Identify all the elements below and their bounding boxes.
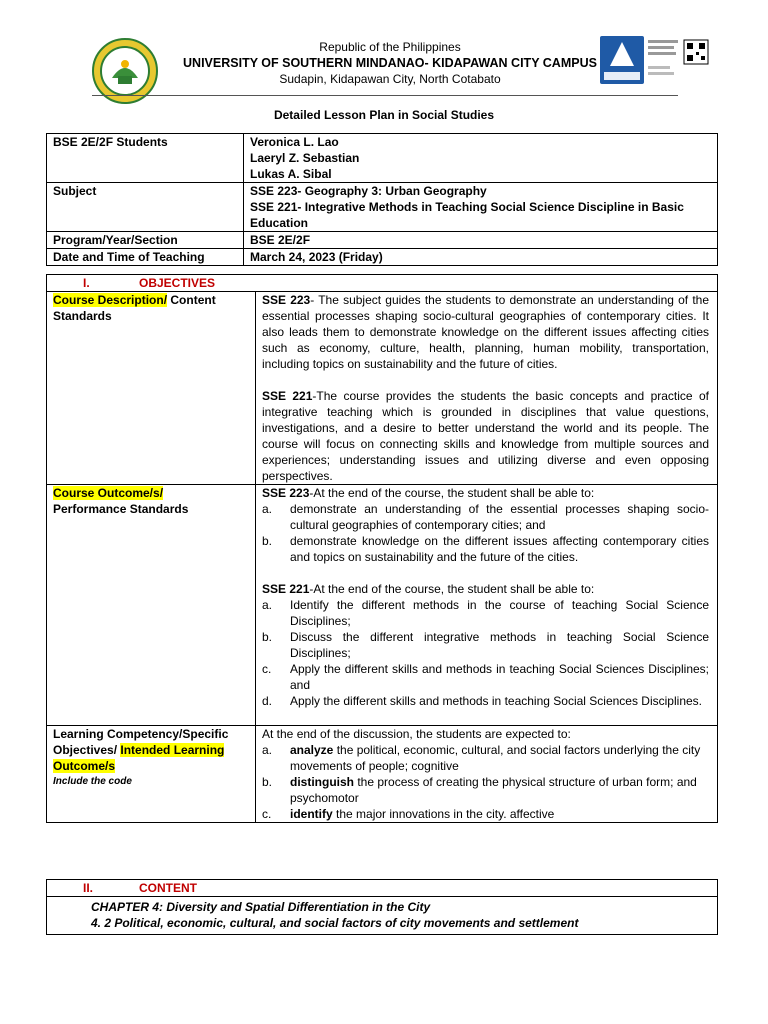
list-item: b. Discuss the different integrative methods in teaching Social Science Disciplines; [262,630,709,660]
subject-label: Subject [47,183,244,232]
outcome-intro: -At the end of the course, the student shall be able to: [309,582,595,596]
table-row [47,232,718,249]
label-subnote: Include the code [53,776,132,787]
student-name: Laeryl Z. Sebastian [250,151,360,165]
objectives-table [46,274,718,823]
table-row [47,249,718,266]
table-row [47,726,718,823]
label-text: Performance Standards [53,502,189,516]
course-code: SSE 223 [262,293,311,307]
course-code: SSE 221 [262,389,313,403]
subject-item: SSE 221- Integrative Methods in Teaching Social Science Discipline in Basic Education [250,200,684,230]
highlighted-label: Course Outcome/s/ [53,486,164,500]
section-title: CONTENT [139,881,197,895]
table-row [47,485,718,726]
iso-certification-badge [600,36,712,84]
students-names [244,134,718,183]
highlighted-label: Course Description/ [53,293,168,307]
sse223-description [262,292,709,372]
description-text: -The course provides the students the basic concepts and practice of integrative teaching which is grounded in disciplines that value questions, investigations, and a desire to better understand the world and its people. The course will focus on connecting skills and knowledge from multiple sources and experiences; understanding issues and utilizing diverse and even opposing perspectives. [262,389,709,483]
list-item: a. demonstrate an understanding of the essential processes shaping socio-cultural geographies of contemporary cities; and [262,502,709,532]
list-item: b. demonstrate knowledge on the different issues affecting contemporary cities and topics on sustainability and the future of the cities. [262,534,709,564]
table-row [47,183,718,232]
course-code: SSE 221 [262,582,310,596]
program-label: Program/Year/Section [47,232,244,249]
table-row [47,897,718,935]
section-number: II. [83,881,94,895]
label-text: Learning Competency/Specific Objectives/ [53,727,229,757]
date-label: Date and Time of Teaching [47,249,244,266]
content-body [47,897,718,935]
highlighted-label: Intended Learning Outcome/s [53,743,225,773]
section-header-row [47,880,718,897]
content-heading [47,880,718,897]
list-item: c. identify the major innovations in the city. affective [262,807,555,821]
list-item: b. distinguish the process of creating the physical structure of urban form; and psychomotor [262,775,697,805]
subject-item: SSE 223- Geography 3: Urban Geography [250,184,487,198]
university-name: UNIVERSITY OF SOUTHERN MINDANAO- KIDAPAWAN CITY CAMPUS [183,56,597,70]
chapter-title: CHAPTER 4: Diversity and Spatial Differentiation in the City [91,900,431,914]
course-description-label [47,292,256,485]
section-header-row [47,275,718,292]
students-label: BSE 2E/2F Students [47,134,244,183]
subject-values [244,183,718,232]
list-item: d. Apply the different skills and methods in teaching Social Sciences Disciplines. [262,694,702,708]
list-item: a. Identify the different methods in the course of teaching Social Science Disciplines; [262,598,709,628]
label-text: Content Standards [53,293,216,323]
student-name: Veronica L. Lao [250,135,339,149]
course-outcome-label [47,485,256,726]
student-name: Lukas A. Sibal [250,167,332,181]
learning-competency-label [47,726,256,823]
learning-competency-content [256,726,718,823]
description-text: - The subject guides the students to demonstrate an understanding of the essential processes shaping socio-cultural geographies of contemporary cities. It also leads them to demonstrate knowledge on the different issues affecting cities such as economy, culture, health, planning, human mobility, transportation, including topics on sustainability and the future of cities. [262,293,709,371]
table-row [47,292,718,485]
section-number: I. [83,276,90,290]
content-table [46,879,718,935]
section-title: OBJECTIVES [139,276,216,290]
list-item: c. Apply the different skills and methods in teaching Social Sciences Disciplines; and [262,662,709,692]
header-divider [92,95,678,96]
document-title: Detailed Lesson Plan in Social Studies [273,108,495,122]
topic-title: 4. 2 Political, economic, cultural, and social factors of city movements and settlement [91,916,579,930]
lesson-info-table [46,133,718,266]
sse221-description [262,388,709,484]
course-outcome-content [256,485,718,726]
campus-address: Sudapin, Kidapawan City, North Cotabato [279,72,501,86]
outcome-intro: -At the end of the course, the student shall be able to: [309,486,595,500]
competency-intro: At the end of the discussion, the students are expected to: [262,727,571,741]
table-row [47,134,718,183]
list-item: a. analyze the political, economic, cultural, and social factors underlying the city movements of people; cognitive [262,743,701,773]
course-code: SSE 223 [262,486,310,500]
republic-line: Republic of the Philippines [319,40,461,54]
date-value: March 24, 2023 (Friday) [244,249,718,266]
objectives-heading [47,275,718,292]
letterhead [0,0,768,100]
program-value: BSE 2E/2F [244,232,718,249]
course-description-content [256,292,718,485]
